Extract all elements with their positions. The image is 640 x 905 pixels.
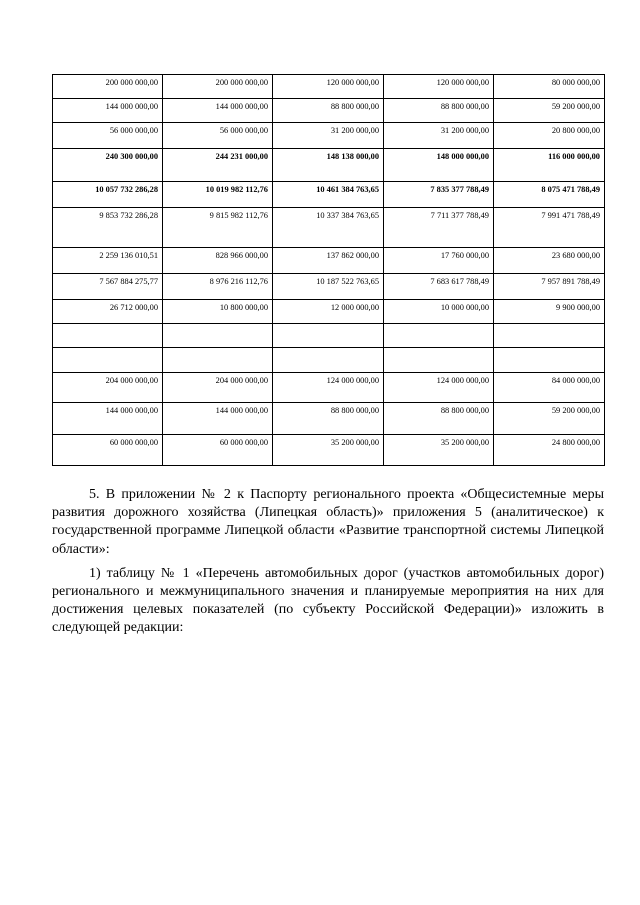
table-cell — [384, 324, 494, 348]
table-row — [53, 149, 605, 182]
table-cell — [163, 348, 273, 373]
table-cell: 120 000 000,00 — [384, 75, 494, 99]
table-row — [53, 99, 605, 123]
table-cell: 124 000 000,00 — [384, 373, 494, 403]
table-cell — [384, 348, 494, 373]
table-row — [53, 75, 605, 99]
table-cell: 56 000 000,00 — [53, 123, 163, 149]
table-cell: 7 957 891 788,49 — [494, 274, 605, 300]
table-row — [53, 403, 605, 435]
table-cell: 204 000 000,00 — [53, 373, 163, 403]
table-cell: 31 200 000,00 — [384, 123, 494, 149]
table-cell: 120 000 000,00 — [273, 75, 384, 99]
table-cell: 7 567 884 275,77 — [53, 274, 163, 300]
table-row — [53, 248, 605, 274]
table-cell: 56 000 000,00 — [163, 123, 273, 149]
table-cell: 60 000 000,00 — [163, 435, 273, 466]
paragraph-subitem-1: 1) таблицу № 1 «Перечень автомобильных дорог (участков автомобильных дорог) регионального и межмуниципального значения и планируемые мероприятия на них для достижения целевых показателей (по субъекту Российской Федерации)» изложить в следующей редакции: — [52, 565, 604, 636]
table-row — [53, 182, 605, 208]
table-cell: 116 000 000,00 — [494, 149, 605, 182]
table-cell: 7 835 377 788,49 — [384, 182, 494, 208]
table-cell: 88 800 000,00 — [384, 403, 494, 435]
table-cell: 59 200 000,00 — [494, 99, 605, 123]
table-cell: 204 000 000,00 — [163, 373, 273, 403]
table-cell: 10 019 982 112,76 — [163, 182, 273, 208]
table-cell: 7 683 617 788,49 — [384, 274, 494, 300]
table-cell — [494, 324, 605, 348]
table-cell: 10 800 000,00 — [163, 300, 273, 324]
table-cell: 240 300 000,00 — [53, 149, 163, 182]
document-text — [52, 486, 604, 644]
table-cell: 35 200 000,00 — [384, 435, 494, 466]
table-cell: 7 711 377 788,49 — [384, 208, 494, 248]
table-cell: 12 000 000,00 — [273, 300, 384, 324]
table-cell: 200 000 000,00 — [53, 75, 163, 99]
table-cell — [53, 348, 163, 373]
table-cell: 88 800 000,00 — [384, 99, 494, 123]
table-cell: 31 200 000,00 — [273, 123, 384, 149]
table-cell: 10 337 384 763,65 — [273, 208, 384, 248]
table-cell: 2 259 136 010,51 — [53, 248, 163, 274]
financing-table — [52, 74, 605, 466]
table-cell: 10 057 732 286,28 — [53, 182, 163, 208]
table-row — [53, 324, 605, 348]
table-cell: 8 075 471 788,49 — [494, 182, 605, 208]
table-cell: 148 138 000,00 — [273, 149, 384, 182]
table-cell: 9 900 000,00 — [494, 300, 605, 324]
table-cell: 9 853 732 286,28 — [53, 208, 163, 248]
table-cell: 10 000 000,00 — [384, 300, 494, 324]
table-cell: 35 200 000,00 — [273, 435, 384, 466]
table-cell: 17 760 000,00 — [384, 248, 494, 274]
paragraph-item-5: 5. В приложении № 2 к Паспорту регионального проекта «Общесистемные меры развития дорожного хозяйства (Липецкая область)» приложения 5 (аналитическое) к государственной программе Липецкой области «Развитие транспортной системы Липецкой области»: — [52, 487, 604, 557]
table-cell: 828 966 000,00 — [163, 248, 273, 274]
table-cell: 144 000 000,00 — [163, 99, 273, 123]
table-row — [53, 435, 605, 466]
table-cell: 88 800 000,00 — [273, 403, 384, 435]
table-cell: 26 712 000,00 — [53, 300, 163, 324]
table-cell — [53, 324, 163, 348]
table-cell — [273, 348, 384, 373]
table-row — [53, 208, 605, 248]
table-cell: 23 680 000,00 — [494, 248, 605, 274]
financing-table-body — [53, 75, 605, 466]
table-cell: 24 800 000,00 — [494, 435, 605, 466]
table-cell: 7 991 471 788,49 — [494, 208, 605, 248]
table-cell: 137 862 000,00 — [273, 248, 384, 274]
table-cell — [494, 348, 605, 373]
table-cell: 148 000 000,00 — [384, 149, 494, 182]
table-cell: 10 461 384 763,65 — [273, 182, 384, 208]
table-cell: 144 000 000,00 — [53, 403, 163, 435]
table-cell: 10 187 522 763,65 — [273, 274, 384, 300]
table-row — [53, 123, 605, 149]
table-cell: 20 800 000,00 — [494, 123, 605, 149]
table-cell: 9 815 982 112,76 — [163, 208, 273, 248]
table-row — [53, 348, 605, 373]
table-cell: 200 000 000,00 — [163, 75, 273, 99]
table-cell: 124 000 000,00 — [273, 373, 384, 403]
table-cell: 8 976 216 112,76 — [163, 274, 273, 300]
table-cell: 144 000 000,00 — [53, 99, 163, 123]
table-row — [53, 274, 605, 300]
table-cell — [273, 324, 384, 348]
table-row — [53, 300, 605, 324]
table-cell: 80 000 000,00 — [494, 75, 605, 99]
table-cell: 60 000 000,00 — [53, 435, 163, 466]
table-cell: 244 231 000,00 — [163, 149, 273, 182]
table-cell: 144 000 000,00 — [163, 403, 273, 435]
table-cell: 84 000 000,00 — [494, 373, 605, 403]
table-cell: 59 200 000,00 — [494, 403, 605, 435]
table-cell: 88 800 000,00 — [273, 99, 384, 123]
table-cell — [163, 324, 273, 348]
table-row — [53, 373, 605, 403]
